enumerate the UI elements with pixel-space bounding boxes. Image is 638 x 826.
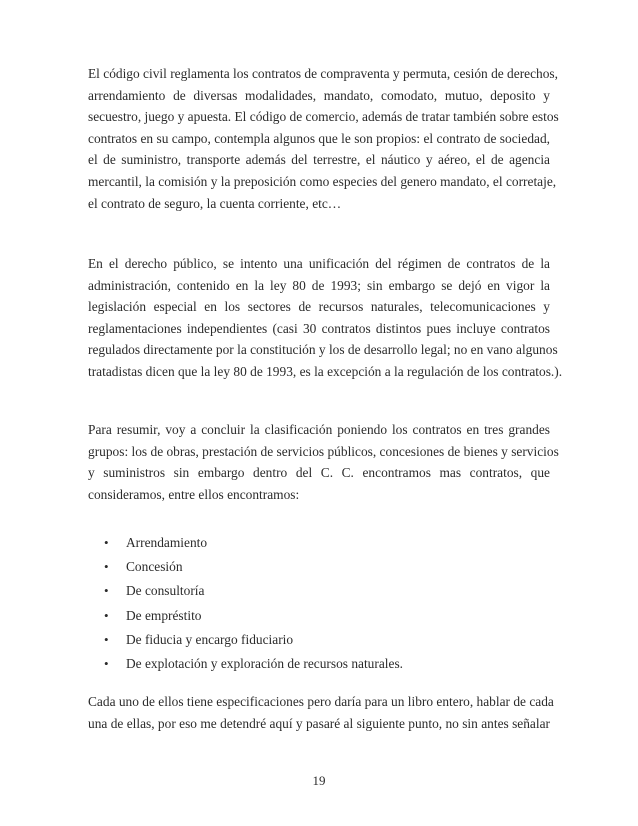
- list-item: [104, 604, 403, 628]
- text-line: consideramos, entre ellos encontramos:: [88, 486, 300, 502]
- text-line: el de suministro, transporte además del terrestre, el náutico y aéreo, el de agencia: [88, 152, 550, 168]
- list-item-label: De fiducia y encargo fiduciario: [126, 631, 294, 647]
- bullet-icon: •: [104, 583, 109, 599]
- paragraph-public-law: [88, 253, 563, 383]
- text-line: una de ellas, por eso me detendré aquí y pasaré al siguiente punto, no sin antes señalar: [88, 715, 550, 731]
- contract-types-list: [104, 531, 403, 676]
- list-item: [104, 652, 403, 676]
- list-item: [104, 628, 403, 652]
- text-line: secuestro, juego y apuesta. El código de comercio, además de tratar también sobre estos: [88, 109, 559, 125]
- paragraph-summary: [88, 419, 559, 505]
- text-line: y suministros sin embargo dentro del C. C. encontramos mas contratos, que: [88, 465, 550, 481]
- list-item: [104, 579, 403, 603]
- text-line: El código civil reglamenta los contratos de compraventa y permuta, cesión de derechos,: [88, 66, 558, 81]
- bullet-icon: •: [104, 535, 109, 550]
- text-line: el contrato de seguro, la cuenta corriente, etc…: [88, 195, 342, 211]
- page-number: 19: [312, 773, 326, 788]
- text-line: reglamentaciones independientes (casi 30 contratos distintos pues incluye contratos: [88, 320, 550, 336]
- bullet-icon: •: [104, 559, 109, 575]
- text-line: regulados directamente por la constitución y los de desarrollo legal; no en vano algunos: [88, 342, 558, 358]
- list-item-label: Concesión: [126, 559, 183, 575]
- text-line: administración, contenido en la ley 80 de 1993; sin embargo se dejó en vigor la: [88, 277, 550, 293]
- text-line: Cada uno de ellos tiene especificaciones pero daría para un libro entero, hablar de cada: [88, 694, 554, 709]
- bullet-icon: •: [104, 656, 109, 672]
- list-item: [104, 531, 403, 555]
- text-line: tratadistas dicen que la ley 80 de 1993, es la excepción a la regulación de los contratos.).: [88, 363, 563, 379]
- list-item-label: Arrendamiento: [126, 535, 208, 550]
- list-item-label: De explotación y exploración de recursos naturales.: [126, 656, 404, 672]
- list-item-label: De consultoría: [126, 583, 205, 599]
- list-item-label: De empréstito: [126, 607, 202, 623]
- paragraph-civil-code: [88, 63, 559, 214]
- text-line: arrendamiento de diversas modalidades, mandato, comodato, mutuo, deposito y: [88, 87, 550, 103]
- bullet-icon: •: [104, 607, 109, 623]
- bullet-icon: •: [104, 631, 109, 647]
- text-line: En el derecho público, se intento una unificación del régimen de contratos de la: [88, 256, 550, 271]
- text-line: legislación especial en los sectores de recursos naturales, telecomunicaciones y: [88, 299, 550, 315]
- text-line: grupos: los de obras, prestación de servicios públicos, concesiones de bienes y servicios: [88, 443, 559, 459]
- paragraph-closing: [88, 691, 554, 734]
- text-line: mercantil, la comisión y la preposición como especies del genero mandato, el corretaje,: [88, 173, 557, 189]
- text-line: Para resumir, voy a concluir la clasificación poniendo los contratos en tres grandes: [88, 422, 550, 437]
- list-item: [104, 555, 403, 579]
- text-line: contratos en su campo, contempla algunos que le son propios: el contrato de sociedad,: [88, 130, 550, 146]
